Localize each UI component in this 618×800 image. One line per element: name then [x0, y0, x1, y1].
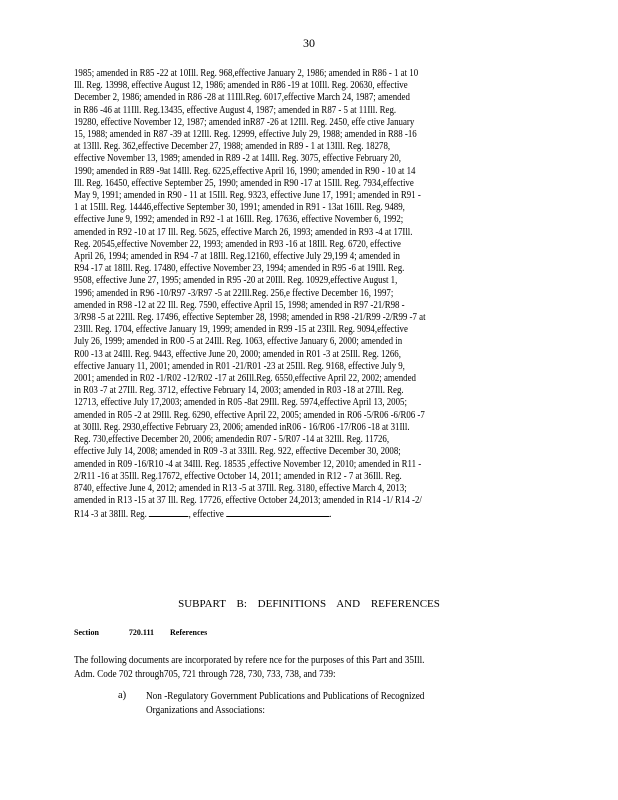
history-line: amended in R98 -12 at 22 Ill. Reg. 7590, effective April 15, 1998; amended in R97 -21/R98 - — [74, 299, 405, 311]
history-line: 3/R98 -5 at 22Ill. Reg. 17496, effective September 28, 1998; amended in R98 -21/R99 -2/R99 -7 at — [74, 312, 426, 324]
section-title: References — [170, 628, 208, 637]
page-number: 30 — [303, 36, 315, 50]
history-line: in R86 -46 at 11Ill. Reg.13435, effective August 4, 1987; amended in R87 - 5 at 11Ill. Reg. — [74, 104, 397, 116]
history-line: effective November 13, 1989; amended in R89 -2 at 14Ill. Reg. 3075, effective February 20, — [74, 153, 401, 165]
history-line: 19280, effective November 12, 1987; amended inR87 -26 at 12Ill. Reg. 2450, effe ctive January — [74, 116, 415, 128]
history-line: effective June 9, 1992; amended in R92 -1 at 16Ill. Reg. 17636, effective November 6, 1992; — [74, 214, 404, 226]
history-line: 1996; amended in R96 -10/R97 -3/R97 -5 at 22Ill.Reg. 256,e ffective December 16, 1997; — [74, 287, 394, 299]
history-line: amended in R13 -15 at 37 Ill. Reg. 17726, effective October 24,2013; amended in R14 -1/ R14 -2/ — [74, 495, 422, 507]
subpart-heading: SUBPART B: DEFINITIONS AND REFERENCES — [178, 598, 440, 610]
history-line: Reg. 730,effective December 20, 2006; amendedin R07 - 5/R07 -14 at 32Ill. Reg. 11726, — [74, 434, 390, 446]
section-label: Section — [74, 628, 99, 637]
item-a-label: a) — [118, 690, 127, 701]
history-line: at 13Ill. Reg. 362,effective December 27, 1988; amended in R89 - 1 at 13Ill. Reg. 18278, — [74, 141, 391, 153]
history-line: 9508, effective June 27, 1995; amended in R95 -20 at 20Ill. Reg. 10929,effective August 1, — [74, 275, 398, 287]
history-line: in R03 -7 at 27Ill. Reg. 3712, effective February 14, 2003; amended in R03 -18 at 27Ill. Reg. — [74, 385, 404, 397]
item-a-text — [146, 690, 546, 718]
history-line: amended in R05 -2 at 29Ill. Reg. 6290, effective April 22, 2005; amended in R06 -5/R06 -6/R06 -7 — [74, 409, 425, 421]
history-line: effective January 11, 2001; amended in R01 -21/R01 -23 at 25Ill. Reg. 9168, effective July 9, — [74, 360, 405, 372]
section-heading — [74, 628, 207, 637]
history-line: at 30Ill. Reg. 2930,effective February 23, 2006; amended inR06 - 16/R06 -17/R06 -18 at 31Ill. — [74, 421, 410, 433]
history-line: amended in R92 -10 at 17 Ill. Reg. 5625, effective March 26, 1993; amended in R93 -4 at 17Ill. — [74, 226, 413, 238]
history-line: July 26, 1999; amended in R00 -5 at 24Ill. Reg. 1063, effective January 6, 2000; amended in — [74, 336, 403, 348]
history-line: December 2, 1986; amended in R86 -28 at 11Ill.Reg. 6017,effective March 24, 1987; amended — [74, 92, 410, 104]
history-final-prefix: R14 -3 at 38Ill. Reg. — [74, 509, 147, 521]
history-line: 2/R11 -16 at 35Ill. Reg.17672, effective October 14, 2011; amended in R12 - 7 at 36Ill. Reg. — [74, 470, 402, 482]
history-final-suffix: . — [329, 509, 332, 521]
history-line: amended in R09 -16/R10 -4 at 34Ill. Reg. 18535 ,effective November 12, 2010; amended in R11 - — [74, 458, 422, 470]
blank-register-page — [149, 507, 189, 517]
item-a-line: Non -Regulatory Government Publications and Publications of Recognized — [146, 691, 425, 702]
history-final-line — [74, 507, 478, 521]
intro-line: Adm. Code 702 through705, 721 through 728, 730, 733, 738, and 739: — [74, 669, 336, 680]
history-line: 2001; amended in R02 -1/R02 -12/R02 -17 at 26Ill.Reg. 6550,effective April 22, 2002; amended — [74, 373, 416, 385]
history-line: Reg. 20545,effective November 22, 1993; amended in R93 -16 at 18Ill. Reg. 6720, effective — [74, 238, 402, 250]
history-line: April 26, 1994; amended in R94 -7 at 18Ill. Reg.12160, effective July 29,199 4; amended in — [74, 251, 400, 263]
item-a-line: Organizations and Associations: — [146, 705, 265, 716]
history-line: 1985; amended in R85 -22 at 10Ill. Reg. 968,effective January 2, 1986; amended in R86 - 1 at 10 — [74, 68, 419, 79]
history-line: R94 -17 at 18Ill. Reg. 17480, effective November 23, 1994; amended in R95 -6 at 19Ill. Reg. — [74, 263, 405, 275]
blank-effective-date — [226, 507, 329, 517]
history-line: Ill. Reg. 16450, effective September 25, 1990; amended in R90 -17 at 15Ill. Reg. 7934,effective — [74, 177, 414, 189]
history-line: effective July 14, 2008; amended in R09 -3 at 33Ill. Reg. 922, effective December 30, 2008; — [74, 446, 401, 458]
history-line: 1 at 15Ill. Reg. 14446,effective September 30, 1991; amended in R91 - 13at 16Ill. Reg. 9489, — [74, 202, 405, 214]
history-line: Ill. Reg. 13998, effective August 12, 1986; amended in R86 -19 at 10Ill. Reg. 20630, effective — [74, 80, 408, 92]
history-line: 15, 1988; amended in R87 -39 at 12Ill. Reg. 12999, effective July 29, 1988; amended in R88 -16 — [74, 129, 417, 141]
history-line: 23Ill. Reg. 1704, effective January 19, 1999; amended in R99 -15 at 23Ill. Reg. 9094,effective — [74, 324, 408, 336]
section-number: 720.111 — [128, 628, 155, 637]
history-line: May 9, 1991; amended in R90 - 11 at 15Ill. Reg. 9323, effective June 17, 1991; amended in R91 - — [74, 190, 421, 202]
intro-paragraph — [74, 654, 544, 682]
history-line: R00 -13 at 24Ill. Reg. 9443, effective June 20, 2000; amended in R01 -3 at 25Ill. Reg. 1266, — [74, 348, 401, 360]
history-final-middle: , effective — [188, 509, 224, 521]
history-line: 12713, effective July 17,2003; amended in R05 -8at 29Ill. Reg. 5974,effective April 13, 2005; — [74, 397, 407, 409]
source-history-note — [74, 68, 544, 522]
intro-line: The following documents are incorporated by refere nce for the purposes of this Part and 35Ill. — [74, 655, 425, 666]
history-line: 1990; amended in R89 -9at 14Ill. Reg. 6225,effective April 16, 1990; amended in R90 - 10 at 14 — [74, 165, 416, 177]
history-line: 8740, effective June 4, 2012; amended in R13 -5 at 37Ill. Reg. 3180, effective March 4, 2013; — [74, 482, 407, 494]
